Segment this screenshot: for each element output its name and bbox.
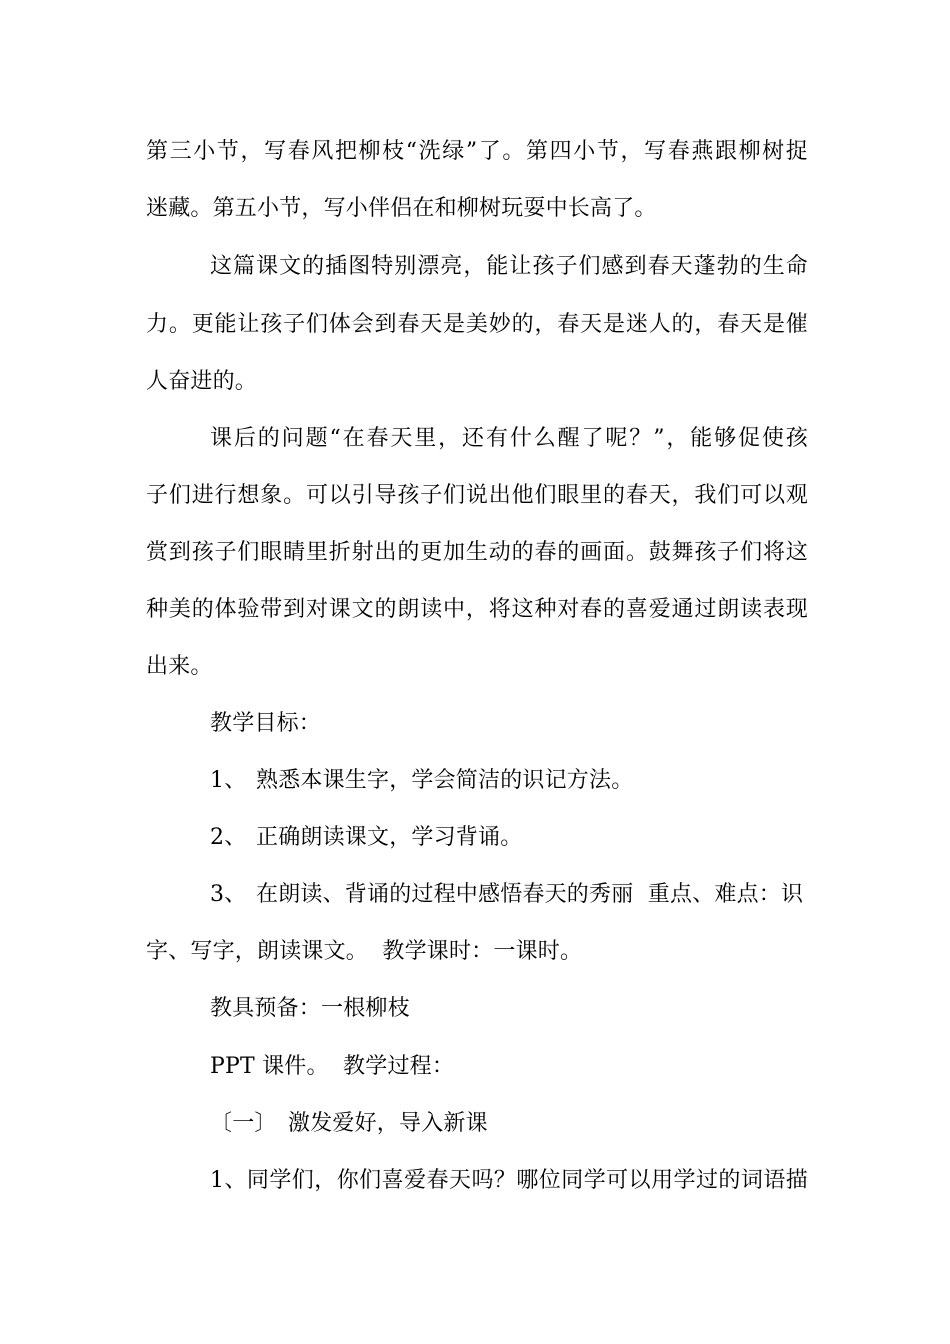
- step-1-line: 1、同学们，你们喜爱春天吗？哪位同学可以用学过的词语描: [210, 1168, 808, 1193]
- paragraph-3-line-1: 课后的问题“在春天里，还有什么醒了呢？”，能够促使孩: [210, 426, 808, 451]
- objective-2-number: 2、: [210, 825, 247, 850]
- objectives-heading: 教学目标：: [210, 711, 322, 736]
- paragraph-3-line-4: 种美的体验带到对课文的朗读中，将这种对春的喜爱通过朗读表现: [146, 597, 808, 622]
- objective-2-text: 正确朗读课文，学习背诵。: [256, 825, 523, 850]
- paragraph-3-line-3: 赏到孩子们眼睛里折射出的更加生动的春的画面。鼓舞孩子们将这: [146, 540, 808, 565]
- objective-1-text: 熟悉本课生字，学会简洁的识记方法。: [256, 768, 634, 793]
- paragraph-1-line-1: 第三小节，写春风把柳枝“洗绿”了。第四小节，写春燕跟柳树捉: [146, 139, 808, 164]
- paragraph-3-line-2: 子们进行想象。可以引导孩子们说出他们眼里的春天，我们可以观: [146, 483, 808, 508]
- paragraph-2-line-3: 人奋进的。: [146, 369, 258, 394]
- objective-item-1: [210, 766, 633, 796]
- paragraph-3-line-5: 出来。: [146, 654, 213, 679]
- ppt-process-line: PPT 课件。 教学过程：: [210, 1054, 455, 1079]
- section-1-number: 〔一〕: [210, 1111, 277, 1136]
- objective-1-number: 1、: [210, 768, 247, 793]
- section-1-heading: [210, 1109, 488, 1139]
- paragraph-1-line-2: 迷藏。第五小节，写小伴侣在和柳树玩耍中长高了。: [146, 196, 657, 221]
- objective-3-number: 3、: [210, 882, 247, 907]
- section-1-title: 激发爱好，导入新课: [288, 1111, 488, 1136]
- paragraph-2-line-2: 力。更能让孩子们体会到春天是美妙的，春天是迷人的，春天是催: [146, 312, 808, 337]
- objective-3-continuation: 字、写字，朗读课文。 教学课时：一课时。: [146, 939, 583, 964]
- teaching-tools-line: 教具预备：一根柳枝: [210, 996, 410, 1021]
- objective-3-text: 在朗读、背诵的过程中感悟春天的秀丽 重点、难点：识: [256, 882, 804, 907]
- objective-item-3: [210, 880, 808, 910]
- objective-item-2: [210, 823, 522, 853]
- paragraph-2-line-1: 这篇课文的插图特别漂亮，能让孩子们感到春天蓬勃的生命: [210, 254, 808, 279]
